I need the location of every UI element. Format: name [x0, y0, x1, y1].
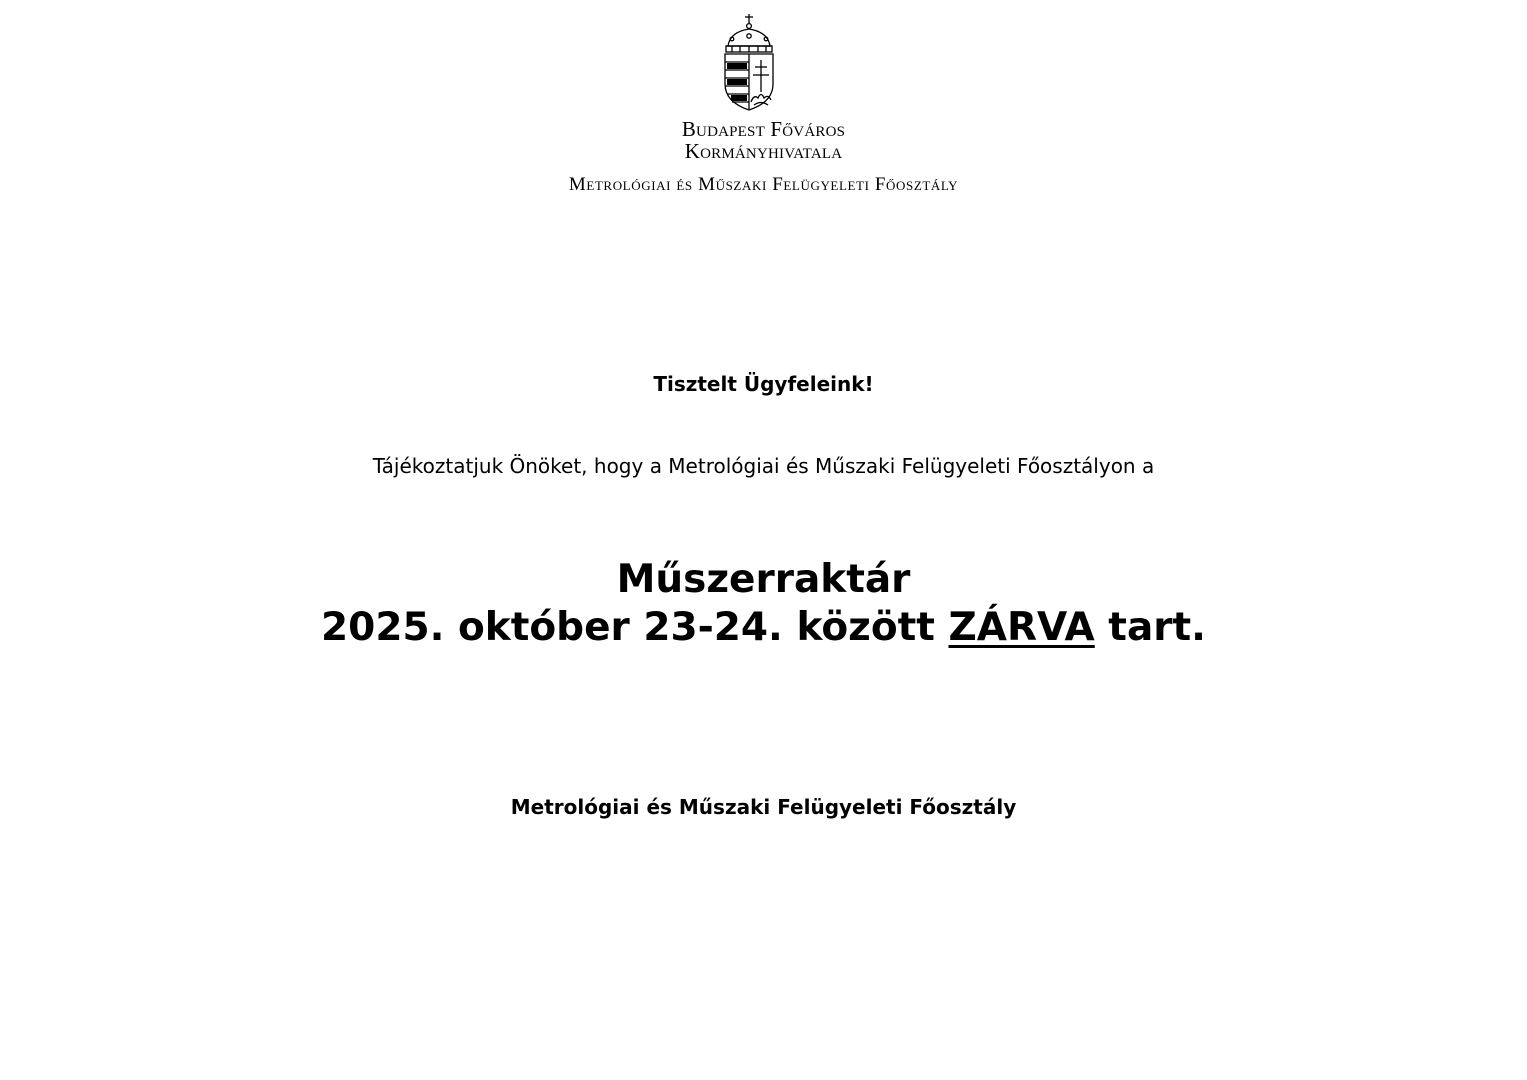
- hungarian-coat-of-arms-icon: [718, 12, 780, 112]
- closure-dates: [0, 604, 1527, 652]
- subject-title: Műszerraktár: [616, 557, 911, 602]
- date-range: 2025. október 23-24. között: [321, 605, 949, 650]
- intro-sentence: Tájékoztatjuk Önöket, hogy a Metrológiai és Műszaki Felügyeleti Főosztályon a: [372, 454, 1155, 478]
- date-suffix: tart.: [1094, 605, 1206, 650]
- department-name: Metrológiai és Műszaki Felügyeleti Főosztály: [568, 174, 959, 195]
- signature: Metrológiai és Műszaki Felügyeleti Főosztály: [510, 795, 1017, 819]
- greeting: Tisztelt Ügyfeleink!: [653, 372, 874, 396]
- closed-status: ZÁRVA: [948, 605, 1095, 650]
- org-name-line-1: Budapest Főváros: [681, 117, 846, 141]
- org-name-line-2: Kormányhivatala: [684, 139, 843, 163]
- closure-headline: [0, 556, 1527, 652]
